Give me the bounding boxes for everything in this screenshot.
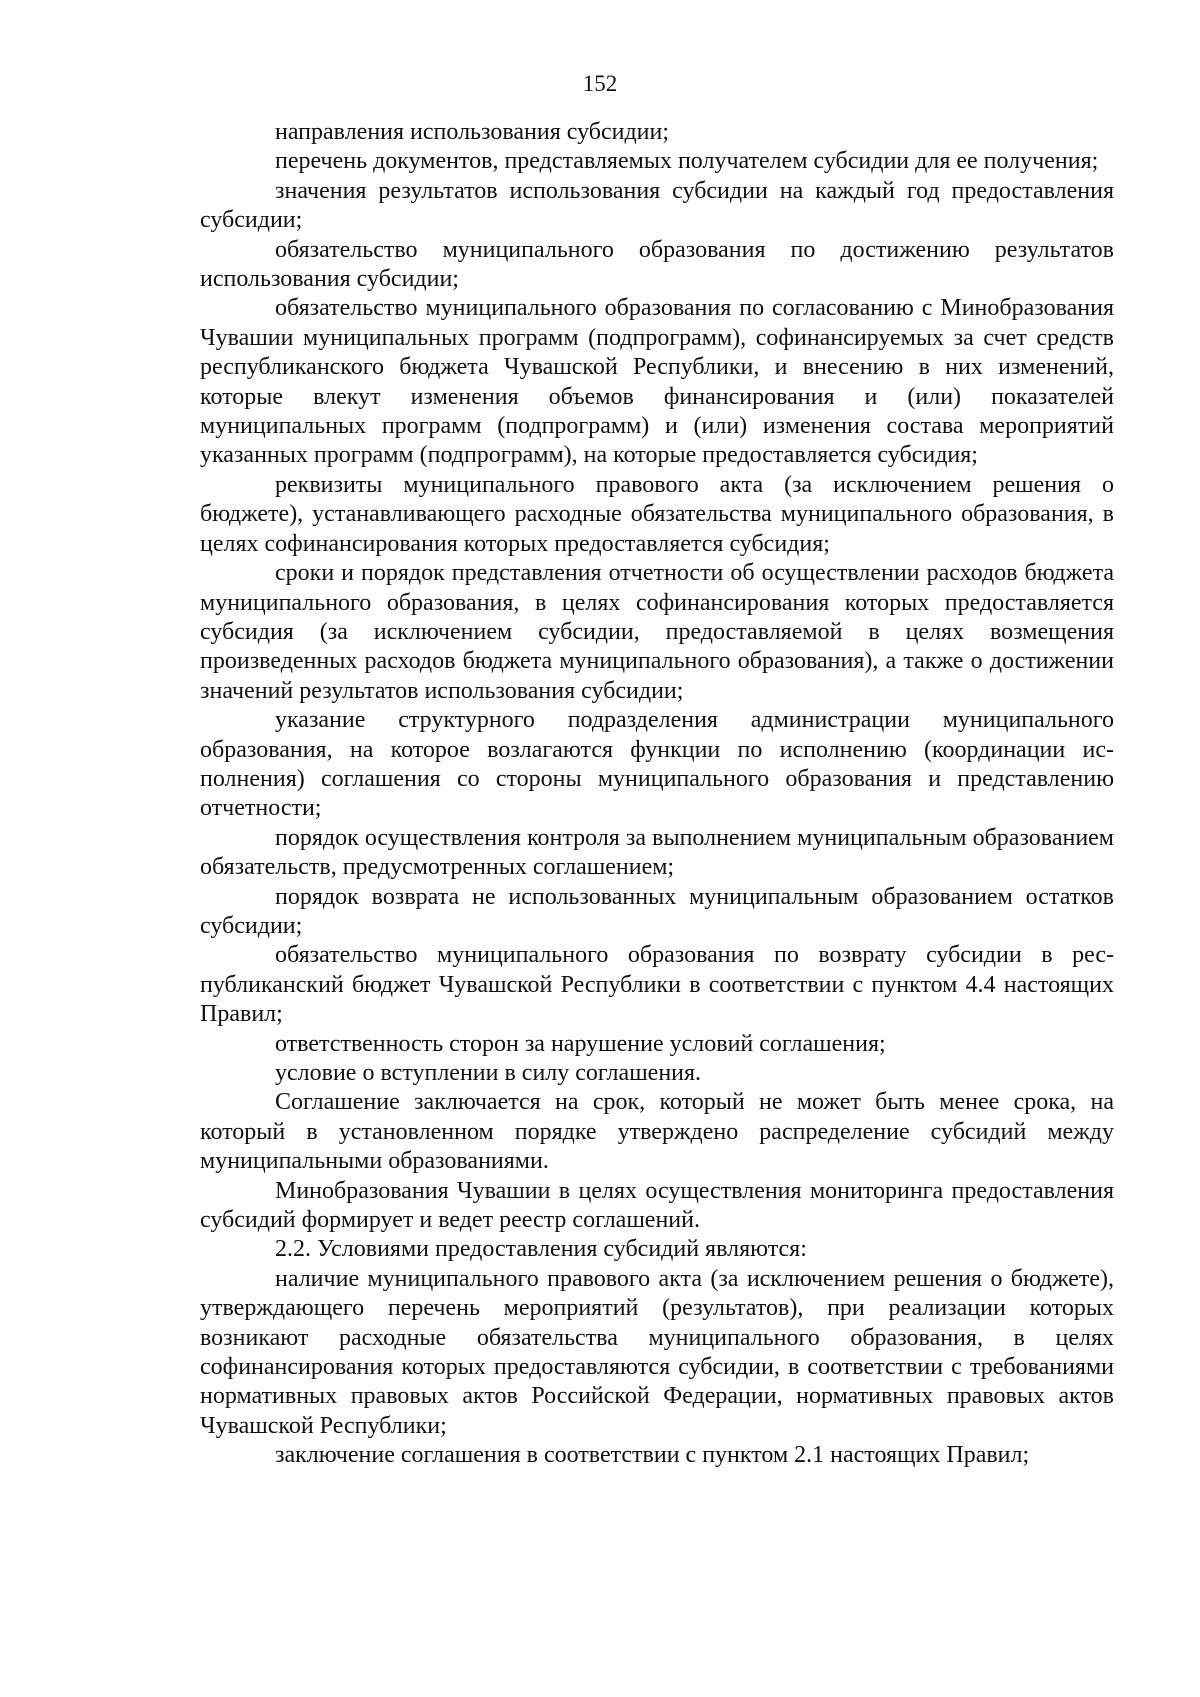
- paragraph: сроки и порядок представления отчетности об осуществлении расходов бюджета муниципального образования, в целях софинансирования которых предоставляется субсидия (за исключением субсидии, предоставляемой в целях возмещения произведенных расходов бюджета муниципального образования), а также о достижении значений результатов использования субсидии;: [200, 560, 1114, 704]
- paragraph: перечень документов, представляемых получателем субсидии для ее получения;: [275, 148, 1099, 175]
- paragraph: значения результатов использования субсидии на каждый год предоставления субсидии;: [200, 177, 1114, 234]
- page-number: 152: [582, 71, 618, 96]
- paragraph: Минобразования Чувашии в целях осуществления мониторинга предоставления субсидий формирует и ведет реестр соглашений.: [200, 1177, 1114, 1234]
- paragraph: порядок осуществления контроля за выполнением муниципальным образованием обязательств, предусмотренных соглашением;: [200, 824, 1114, 881]
- paragraph: обязательство муниципального образования по возврату субсидии в республиканский бюджет Чувашской Республики в соответствии с пунктом 4.4 настоящих Правил;: [200, 942, 1114, 1028]
- paragraph: условие о вступлении в силу соглашения.: [275, 1060, 702, 1086]
- paragraph: обязательство муниципального образования по согласованию с Минобразования Чувашии муниципальных программ (подпрограмм), софинансируемых за счет средств республиканского бюджета Чувашской Республики, и внесению в них изменений, которые влекут изменения объемов финансирования и (или) показателей муниципальных программ (подпрограмм) и (или) изменения состава мероприятий указанных программ (подпрограмм), на которые предоставляется субсидия;: [200, 295, 1114, 469]
- paragraph: порядок возврата не использованных муниципальным образованием остатков субсидии;: [200, 883, 1114, 939]
- document-body: [200, 118, 1114, 1471]
- paragraph: реквизиты муниципального правового акта (за исключением решения о бюджете), устанавливающего расходные обязательства муниципального образования, в целях софинансирования которых предоставляется субсидия;: [200, 471, 1114, 557]
- paragraph: направления использования субсидии;: [275, 119, 670, 145]
- paragraph: заключение соглашения в соответствии с пунктом 2.1 настоящих Правил;: [275, 1442, 1030, 1469]
- paragraph: указание структурного подразделения администрации муниципального образования, на которое возлагаются функции по исполнению (координации исполнения) соглашения со стороны муниципального образования и представлению отчетности;: [200, 707, 1114, 822]
- paragraph: Соглашение заключается на срок, который не может быть менее срока, на который в установленном порядке утверждено распределение субсидий между муниципальными образованиями.: [200, 1089, 1114, 1175]
- paragraph: обязательство муниципального образования по достижению результатов использования субсидии;: [200, 236, 1114, 293]
- paragraph: наличие муниципального правового акта (за исключением решения о бюджете), утверждающего перечень мероприятий (результатов), при реализации которых возникают расходные обязательства муниципального образования, в целях софинансирования которых предоставляются субсидии, в соответствии с требованиями нормативных правовых актов Российской Федерации, нормативных правовых актов Чувашской Республики;: [200, 1265, 1114, 1439]
- section-heading-2-2: 2.2. Условиями предоставления субсидий являются:: [275, 1236, 807, 1263]
- paragraph: ответственность сторон за нарушение условий соглашения;: [275, 1030, 886, 1057]
